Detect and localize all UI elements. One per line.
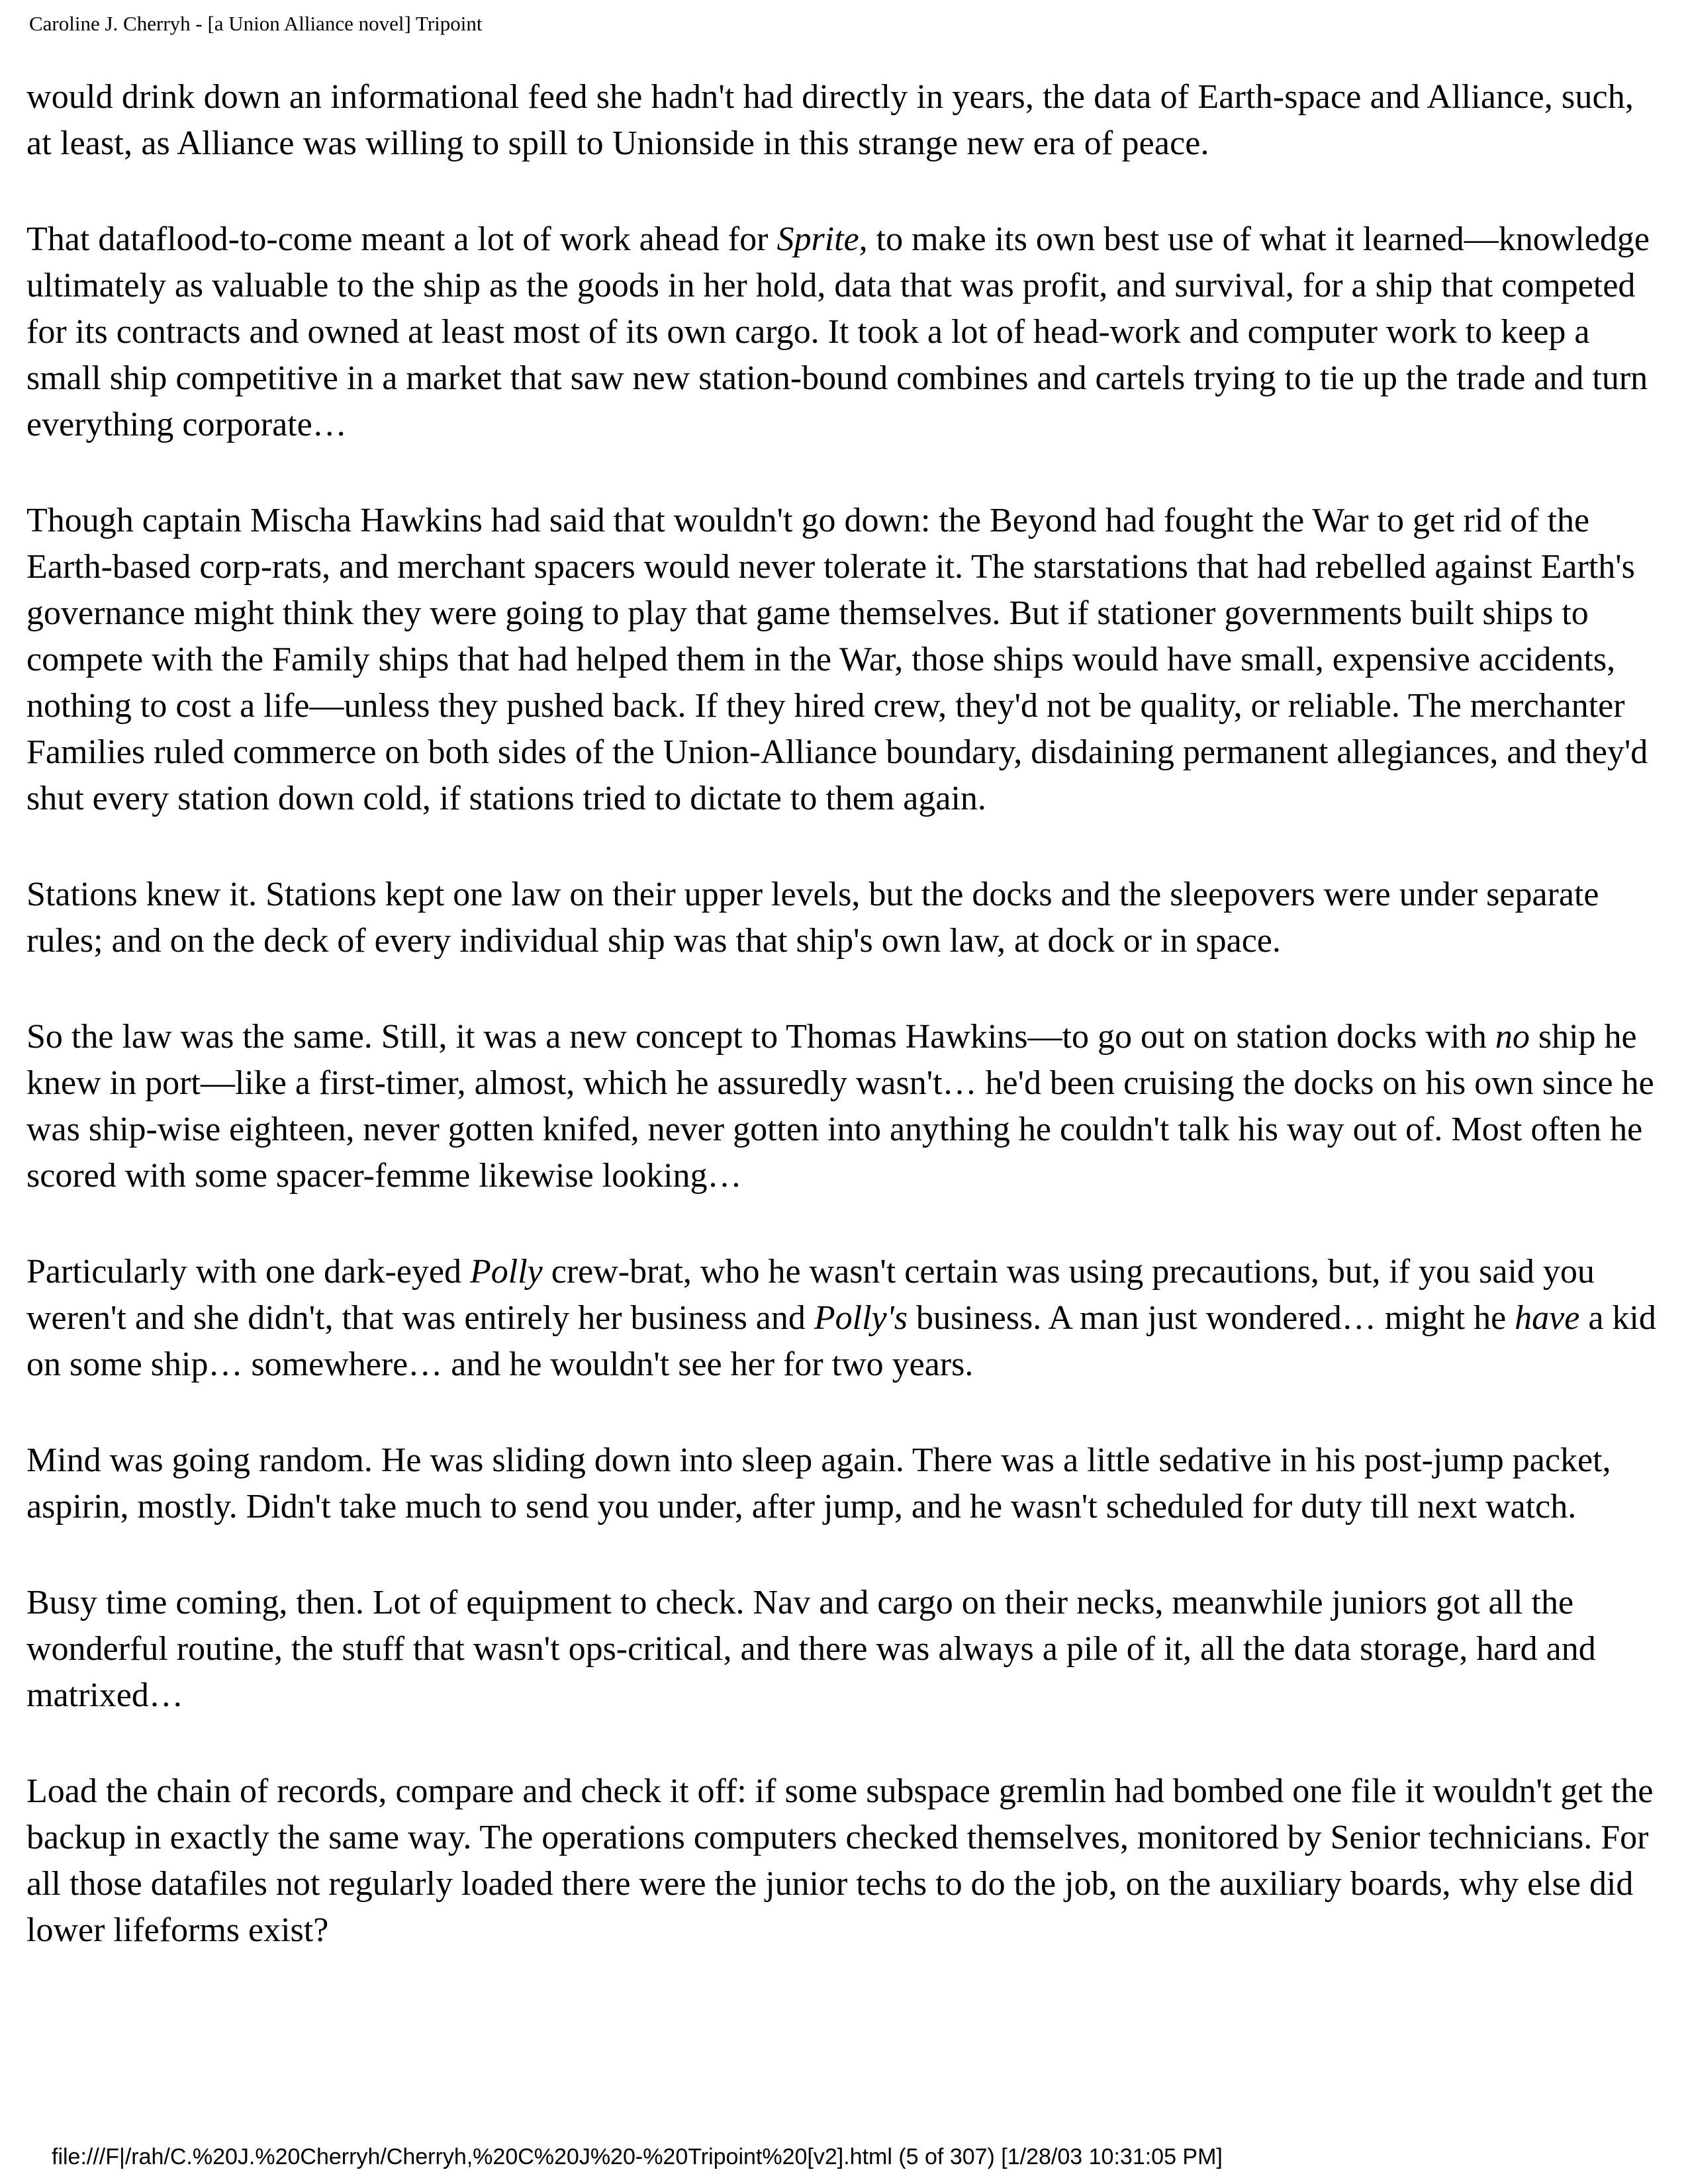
text-run: That dataflood-to-come meant a lot of work ahead for: [26, 220, 777, 258]
text-run: So the law was the same. Still, it was a new concept to Thomas Hawkins—to go out on station docks with: [26, 1018, 1495, 1056]
paragraph: [26, 1437, 1662, 1530]
text-run: a kid on some ship… somewhere… and he wouldn't see her for two years.: [26, 1299, 1656, 1383]
text-run: Stations knew it. Stations kept one law on their upper levels, but the docks and the sleepovers were under separate rules; and on the deck of every individual ship was that ship's own law, at dock or in space.: [26, 876, 1599, 960]
text-run: would drink down an informational feed she hadn't had directly in years, the data of Earth-space and Alliance, such, at least, as Alliance was willing to spill to Unionside in this strange new era of peace.: [26, 78, 1634, 162]
text-run: Particularly with one dark-eyed: [26, 1253, 470, 1291]
page-footer-url: file:///F|/rah/C.%20J.%20Cherryh/Cherryh,%20C%20J%20-%20Tripoint%20[v2].html (5 of 307) [1/28/03 10:31:05 PM]: [52, 2144, 1223, 2169]
paragraph: [26, 74, 1662, 167]
paragraph: [26, 1249, 1662, 1388]
text-run: Mind was going random. He was sliding down into sleep again. There was a little sedative in his post-jump packet, aspirin, mostly. Didn't take much to send you under, after jump, and he wasn't scheduled for duty till next watch.: [26, 1441, 1611, 1525]
text-run: business. A man just wondered… might he: [908, 1299, 1515, 1337]
document-body: [26, 74, 1662, 2003]
italic-text: no: [1495, 1018, 1530, 1056]
text-run: crew-brat, who he wasn't certain was using precautions, but, if you said you weren't and she didn't, that was entirely her business and: [26, 1253, 1595, 1337]
text-run: Busy time coming, then. Lot of equipment to check. Nav and cargo on their necks, meanwhile juniors got all the wonderful routine, the stuff that wasn't ops-critical, and there was always a pile of it, all the data storage, hard and matrixed…: [26, 1584, 1596, 1714]
paragraph: [26, 872, 1662, 964]
italic-text: Polly: [469, 1253, 543, 1291]
paragraph: [26, 1580, 1662, 1719]
paragraph: [26, 1014, 1662, 1199]
paragraph: [26, 498, 1662, 822]
italic-text: Polly's: [814, 1299, 908, 1337]
page-header: Caroline J. Cherryh - [a Union Alliance novel] Tripoint: [29, 12, 483, 35]
paragraph: [26, 216, 1662, 448]
paragraph: [26, 1768, 1662, 1954]
italic-text: Sprite: [776, 220, 859, 258]
text-run: , to make its own best use of what it learned—knowledge ultimately as valuable to the ship as the goods in her hold, data that was profit, and survival, for a ship that competed for its contracts and owned at least most of its own cargo. It took a lot of head-work and computer work to keep a small ship competitive in a market that saw new station-bound combines and cartels trying to tie up the trade and turn everything corporate…: [26, 220, 1650, 443]
text-run: Though captain Mischa Hawkins had said that wouldn't go down: the Beyond had fought the War to get rid of the Earth-based corp-rats, and merchant spacers would never tolerate it. The starstations that had rebelled against Earth's governance might think they were going to play that game themselves. But if stationer governments built ships to compete with the Family ships that had helped them in the War, those ships would have small, expensive accidents, nothing to cost a life—unless they pushed back. If they hired crew, they'd not be quality, or reliable. The merchanter Families ruled commerce on both sides of the Union-Alliance boundary, disdaining permanent allegiances, and they'd shut every station down cold, if stations tried to dictate to them again.: [26, 502, 1648, 817]
text-run: ship he knew in port—like a first-timer, almost, which he assuredly wasn't… he'd been cruising the docks on his own since he was ship-wise eighteen, never gotten knifed, never gotten into anything he couldn't talk his way out of. Most often he scored with some spacer-femme likewise looking…: [26, 1018, 1654, 1195]
italic-text: have: [1515, 1299, 1580, 1337]
text-run: Load the chain of records, compare and check it off: if some subspace gremlin had bombed one file it wouldn't get the backup in exactly the same way. The operations computers checked themselves, monitored by Senior technicians. For all those datafiles not regularly loaded there were the junior techs to do the job, on the auxiliary boards, why else did lower lifeforms exist?: [26, 1772, 1654, 1949]
